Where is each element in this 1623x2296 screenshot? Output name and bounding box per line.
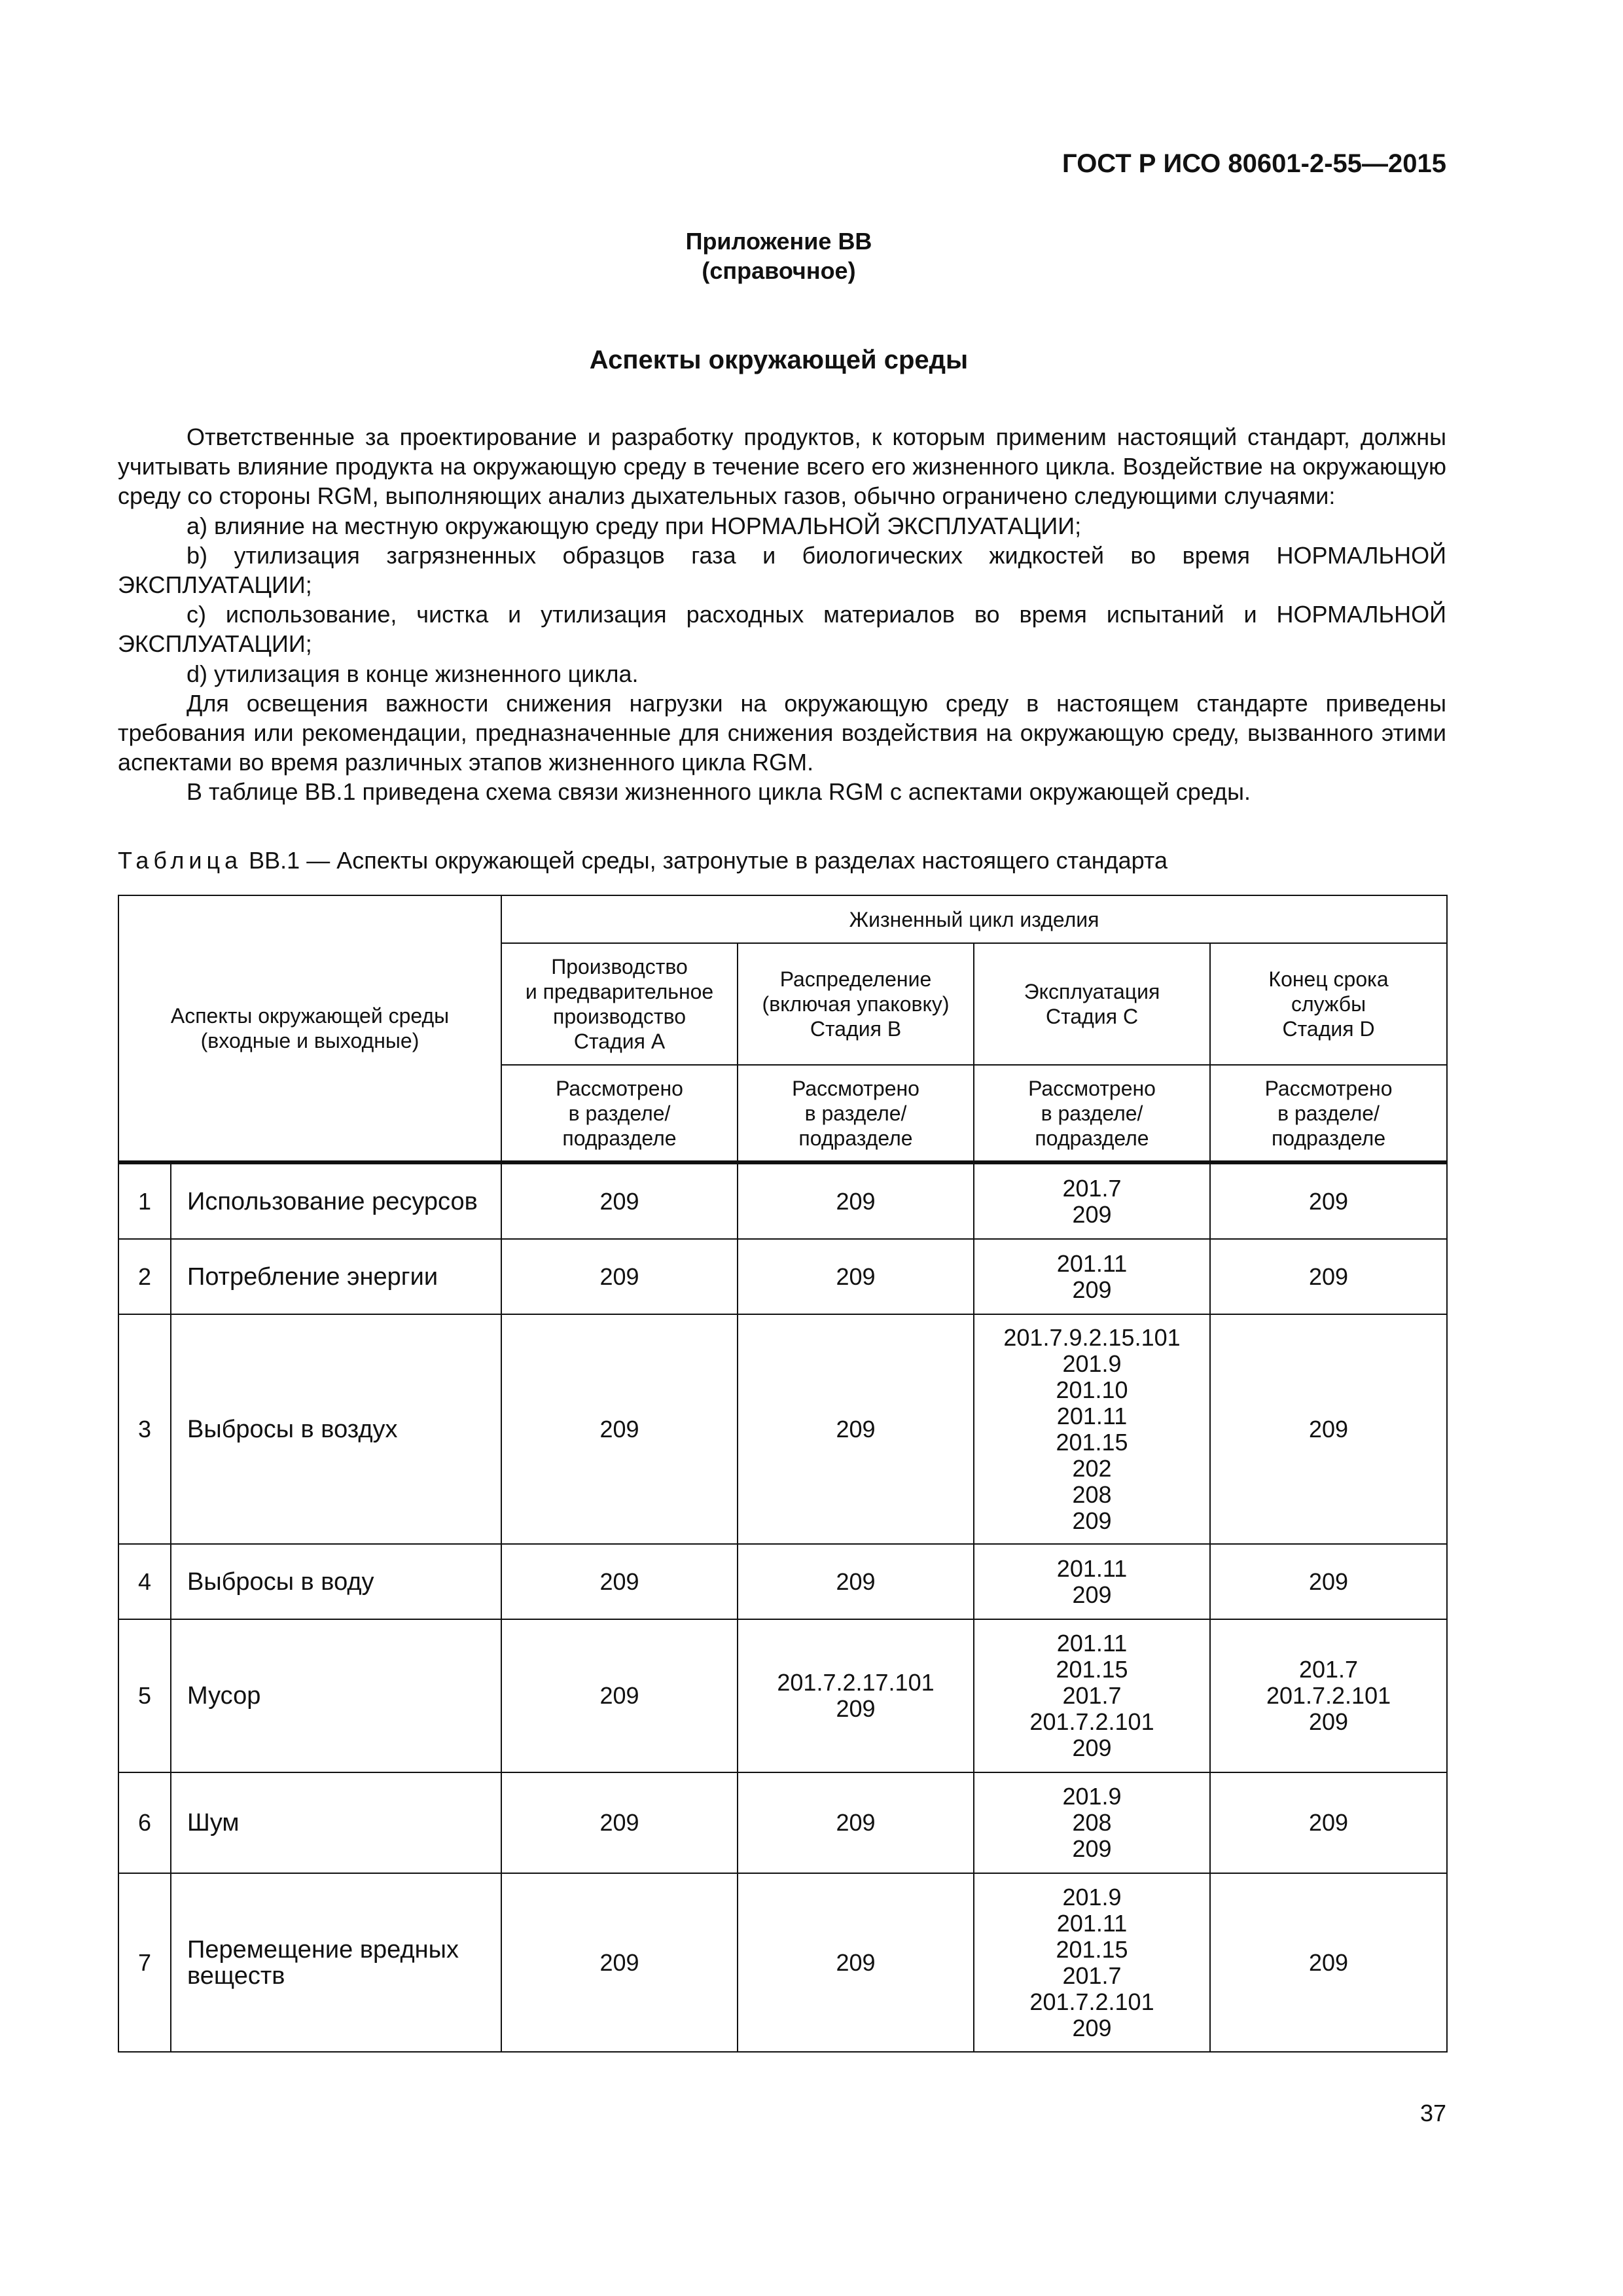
row-number: 2	[118, 1239, 171, 1314]
considered-header: Рассмотрено в разделе/ подразделе	[974, 1065, 1210, 1162]
stage-a-cell: 209	[501, 1544, 738, 1619]
stage-c-cell: 201.9 201.11 201.15 201.7 201.7.2.101 209	[974, 1873, 1210, 2052]
stage-d-cell: 201.7 201.7.2.101 209	[1210, 1619, 1447, 1772]
considered-header: Рассмотрено в разделе/ подразделе	[1210, 1065, 1447, 1162]
section-title: Аспекты окружающей среды	[589, 346, 969, 374]
stage-b-cell: 209	[738, 1162, 974, 1239]
stage-d-cell: 209	[1210, 1772, 1447, 1873]
page-number: 37	[1419, 2100, 1446, 2126]
lifecycle-header: Жизненный цикл изделия	[501, 895, 1447, 943]
body-text	[118, 422, 1446, 807]
stage-d-cell: 209	[1210, 1239, 1447, 1314]
stage-c-header: Эксплуатация Стадия С	[974, 943, 1210, 1065]
paragraph-table-ref: В таблице ВВ.1 приведена схема связи жизненного цикла RGM с аспектами окружающей среды.	[187, 778, 1251, 806]
table-caption-label: Таблица	[118, 847, 243, 874]
stage-d-cell: 209	[1210, 1873, 1447, 2052]
table-row	[118, 1544, 1447, 1619]
row-number: 4	[118, 1544, 171, 1619]
stage-d-header: Конец срока службы Стадия D	[1210, 943, 1447, 1065]
paragraph-intro: Ответственные за проектирование и разработку продуктов, к которым применим настоящий стандарт, должны учитывать влияние продукта на окружающую среду в течение всего его жизненного цикла. Воздействие на окружающую среду со стороны RGM, выполняющих анализ дыхательных газов, обычно ограничено следующими случаями:	[118, 423, 1446, 510]
table-row	[118, 1314, 1447, 1544]
stage-d-cell: 209	[1210, 1162, 1447, 1239]
list-item-a: a) влияние на местную окружающую среду при НОРМАЛЬНОЙ ЭКСПЛУАТАЦИИ;	[187, 512, 1082, 539]
stage-c-cell: 201.11 201.15 201.7 201.7.2.101 209	[974, 1619, 1210, 1772]
document-code: ГОСТ Р ИСО 80601-2-55—2015	[1062, 149, 1446, 178]
aspect-cell: Выбросы в воздух	[171, 1314, 501, 1544]
aspect-cell: Выбросы в воду	[171, 1544, 501, 1619]
stage-a-cell: 209	[501, 1239, 738, 1314]
row-number: 6	[118, 1772, 171, 1873]
table-caption-text: ВВ.1 — Аспекты окружающей среды, затронутые в разделах настоящего стандарта	[242, 847, 1168, 874]
stage-b-cell: 209	[738, 1314, 974, 1544]
table-row	[118, 1772, 1447, 1873]
stage-b-cell: 201.7.2.17.101 209	[738, 1619, 974, 1772]
table-row	[118, 1619, 1447, 1772]
stage-a-cell: 209	[501, 1162, 738, 1239]
stage-a-cell: 209	[501, 1873, 738, 2052]
row-number: 1	[118, 1162, 171, 1239]
paragraph-requirements: Для освещения важности снижения нагрузки на окружающую среду в настоящем стандарте приведены требования или рекомендации, предназначенные для снижения воздействия на окружающую среду, вызванного этими аспектами во время различных этапов жизненного цикла RGM.	[118, 689, 1446, 776]
stage-d-cell: 209	[1210, 1314, 1447, 1544]
table-row	[118, 1239, 1447, 1314]
table-row	[118, 1873, 1447, 2052]
stage-b-cell: 209	[738, 1772, 974, 1873]
row-number: 3	[118, 1314, 171, 1544]
aspect-column-header: Аспекты окружающей среды (входные и выходные)	[118, 895, 501, 1162]
stage-a-cell: 209	[501, 1772, 738, 1873]
stage-c-cell: 201.11 209	[974, 1544, 1210, 1619]
stage-a-cell: 209	[501, 1314, 738, 1544]
annex-title: Приложение ВВ	[685, 228, 872, 255]
stage-a-cell: 209	[501, 1619, 738, 1772]
aspect-cell: Мусор	[171, 1619, 501, 1772]
list-item-c: c) использование, чистка и утилизация расходных материалов во время испытаний и НОРМАЛЬНОЙ ЭКСПЛУАТАЦИИ;	[118, 601, 1446, 658]
aspect-cell: Использование ресурсов	[171, 1162, 501, 1239]
stage-c-cell: 201.7.9.2.15.101 201.9 201.10 201.11 201.15 202 208 209	[974, 1314, 1210, 1544]
considered-header: Рассмотрено в разделе/ подразделе	[501, 1065, 738, 1162]
table-row	[118, 1162, 1447, 1239]
stage-b-cell: 209	[738, 1544, 974, 1619]
aspect-cell: Шум	[171, 1772, 501, 1873]
considered-header: Рассмотрено в разделе/ подразделе	[738, 1065, 974, 1162]
table-caption	[118, 847, 1168, 874]
stage-c-cell: 201.9 208 209	[974, 1772, 1210, 1873]
stage-a-header: Производство и предварительное производство Стадия А	[501, 943, 738, 1065]
stage-d-cell: 209	[1210, 1544, 1447, 1619]
annex-subtitle: (справочное)	[702, 257, 856, 284]
row-number: 7	[118, 1873, 171, 2052]
list-item-b: b) утилизация загрязненных образцов газа и биологических жидкостей во время НОРМАЛЬНОЙ ЭКСПЛУАТАЦИИ;	[118, 541, 1446, 599]
stage-c-cell: 201.7 209	[974, 1162, 1210, 1239]
stage-b-header: Распределение (включая упаковку) Стадия В	[738, 943, 974, 1065]
stage-b-cell: 209	[738, 1239, 974, 1314]
aspects-table	[118, 895, 1448, 2053]
aspect-cell: Перемещение вредных веществ	[171, 1873, 501, 2052]
aspect-cell: Потребление энергии	[171, 1239, 501, 1314]
list-item-d: d) утилизация в конце жизненного цикла.	[187, 660, 639, 687]
stage-b-cell: 209	[738, 1873, 974, 2052]
stage-c-cell: 201.11 209	[974, 1239, 1210, 1314]
row-number: 5	[118, 1619, 171, 1772]
